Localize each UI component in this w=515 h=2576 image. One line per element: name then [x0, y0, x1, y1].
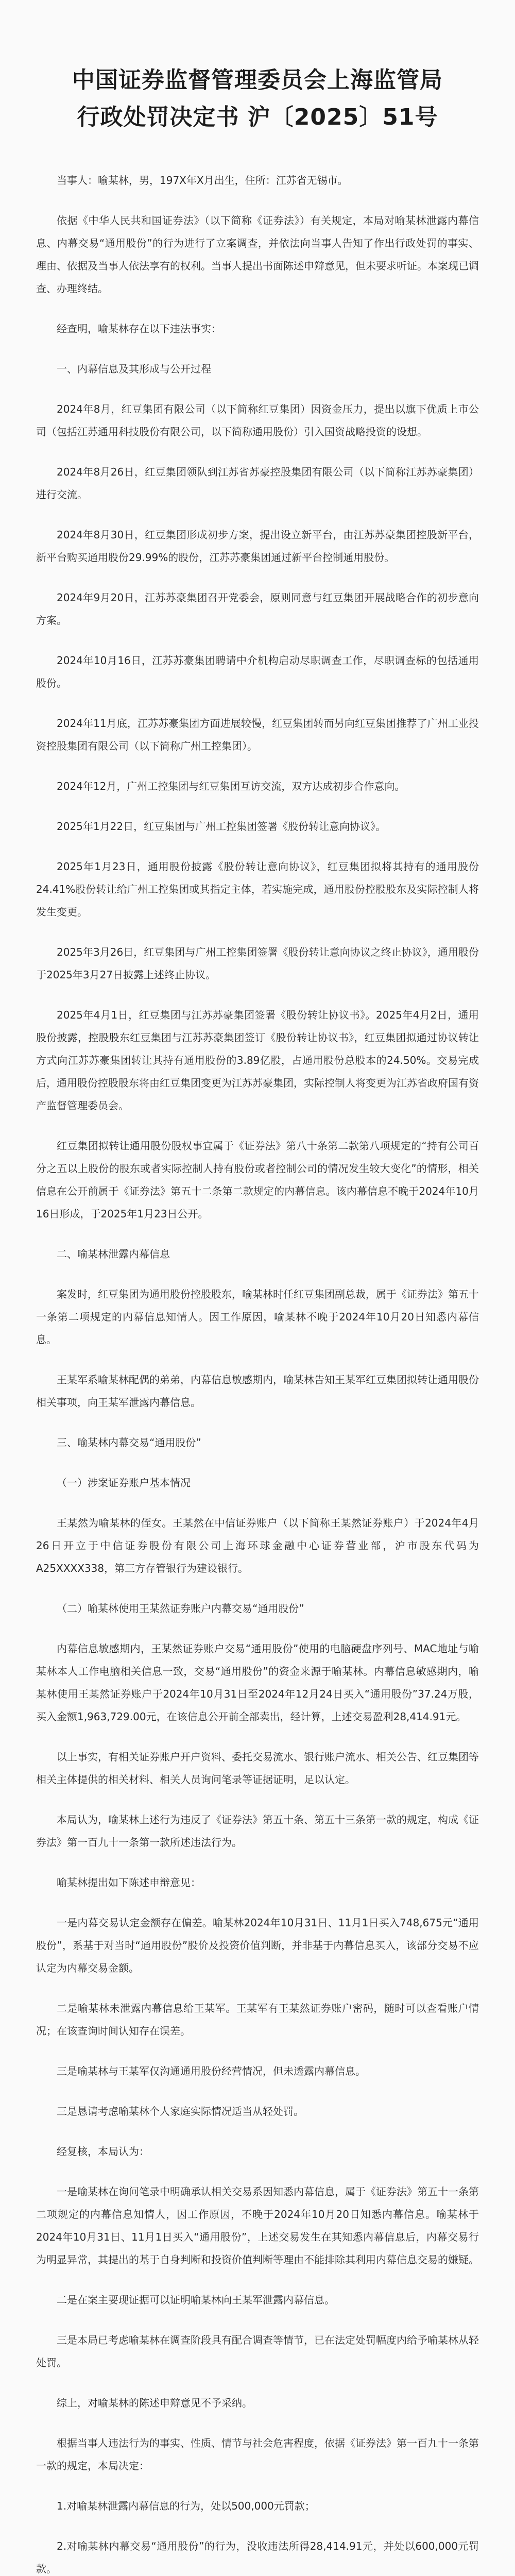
paragraph: 红豆集团拟转让通用股份股权事宜属于《证券法》第八十条第二款第八项规定的“持有公司百分之五以上股份的股东或者实际控制人持有股份或者控制公司的情况发生较大变化”的情形，相关信息在公开前属于《证券法》第五十二条第二款规定的内幕信息。该内幕信息不晚于2024年10月16日形成，于2025年1月23日公开。	[36, 1140, 479, 1220]
paragraph: 2024年10月16日，江苏苏豪集团聘请中介机构启动尽职调查工作，尽职调查标的包括通用股份。	[36, 654, 479, 689]
paragraph: 以上事实，有相关证券账户开户资料、委托交易流水、银行账户流水、相关公告、红豆集团等相关主体提供的相关材料、相关人员询问笔录等证据证明，足以认定。	[36, 1751, 479, 1786]
paragraph: 2025年4月1日，红豆集团与江苏苏豪集团签署《股份转让协议书》。2025年4月2日，通用股份披露，控股股东红豆集团与江苏苏豪集团签订《股份转让协议书》，红豆集团拟通过协议转让方式向江苏苏豪集团转让其持有通用股份的3.89亿股，占通用股份总股本的24.50%。交易完成后，通用股份控股股东将由红豆集团变更为江苏苏豪集团，实际控制人将变更为江苏省政府国有资产监督管理委员会。	[36, 1009, 479, 1112]
title-line-2: 行政处罚决定书 沪〔2025〕51号	[77, 104, 438, 130]
paragraph: 三是本局已考虑喻某林在调查阶段具有配合调查等情节，已在法定处罚幅度内给予喻某林从轻处罚。	[36, 2334, 479, 2369]
paragraph: 2025年1月22日，红豆集团与广州工控集团签署《股份转让意向协议》。	[57, 820, 386, 833]
section-heading: 一、内幕信息及其形成与公开过程	[57, 363, 211, 375]
paragraph: 2025年1月23日，通用股份披露《股份转让意向协议》，红豆集团拟将其持有的通用股份24.41%股份转让给广州工控集团或其指定主体，若实施完成，通用股份控股股东及实际控制人将发生变更。	[36, 860, 479, 918]
paragraph: 经查明，喻某林存在以下违法事实：	[57, 323, 221, 335]
paragraph: 二是喻某林未泄露内幕信息给王某军。王某军有王某然证券账户密码，随时可以查看账户情况；在该查询时间认知存在误差。	[36, 2002, 479, 2037]
paragraph: 1.对喻某林泄露内幕信息的行为，处以500,000元罚款；	[57, 2500, 315, 2512]
paragraph: 经复核，本局认为：	[57, 2145, 149, 2158]
paragraph: 2.对喻某林内幕交易“通用股份”的行为，没收违法所得28,414.91元，并处以600,000元罚款。	[36, 2540, 479, 2575]
paragraph: 三是喻某林与王某军仅沟通通用股份经营情况，但未透露内幕信息。	[57, 2065, 366, 2077]
paragraph: 2024年8月26日，红豆集团领队到江苏省苏豪控股集团有限公司（以下简称江苏苏豪集团）进行交流。	[36, 466, 479, 501]
paragraph: 案发时，红豆集团为通用股份控股股东，喻某林时任红豆集团副总裁，属于《证券法》第五十一条第二项规定的内幕信息知情人。因工作原因，喻某林不晚于2024年10月20日知悉内幕信息。	[36, 1288, 479, 1346]
subsection-heading: （二）喻某林使用王某然证券账户内幕交易“通用股份”	[57, 1602, 304, 1615]
paragraph: 一是喻某林在询问笔录中明确承认相关交易系因知悉内幕信息，属于《证券法》第五十一条第二项规定的内幕信息知情人，因工作原因，不晚于2024年10月20日知悉内幕信息。喻某林于2024年10月31日、11月1日买入“通用股份”，上述交易发生在其知悉内幕信息后，内幕交易行为明显异常，其提出的基于自身判断和投资价值判断等理由不能排除其利用内幕信息交易的嫌疑。	[36, 2185, 479, 2266]
paragraph: 三是恳请考虑喻某林个人家庭实际情况适当从轻处罚。	[57, 2105, 304, 2117]
paragraph: 2024年8月，红豆集团有限公司（以下简称红豆集团）因资金压力，提出以旗下优质上市公司（包括江苏通用科技股份有限公司，以下简称通用股份）引入国资战略投资的设想。	[36, 403, 479, 438]
paragraph: 2025年3月26日，红豆集团与广州工控集团签署《股份转让意向协议之终止协议》，通用股份于2025年3月27日披露上述终止协议。	[36, 946, 479, 981]
paragraph: 2024年9月20日，江苏苏豪集团召开党委会，原则同意与红豆集团开展战略合作的初步意向方案。	[36, 591, 479, 626]
section-heading: 三、喻某林内幕交易“通用股份”	[57, 1436, 201, 1449]
document-body	[36, 169, 479, 2576]
subsection-heading: （一）涉案证券账户基本情况	[57, 1477, 191, 1489]
paragraph: 依据《中华人民共和国证券法》（以下简称《证券法》）有关规定，本局对喻某林泄露内幕信息、内幕交易“通用股份”的行为进行了立案调查，并依法向当事人告知了作出行政处罚的事实、理由、依据及当事人依法享有的权利。当事人提出书面陈述申辩意见，但未要求听证。本案现已调查、办理终结。	[36, 214, 479, 295]
paragraph: 本局认为，喻某林上述行为违反了《证券法》第五十条、第五十三条第一款的规定，构成《证券法》第一百九十一条第一款所述违法行为。	[36, 1814, 479, 1849]
paragraph: 二是在案主要现证据可以证明喻某林向王某军泄露内幕信息。	[57, 2294, 335, 2306]
paragraph: 2024年8月30日，红豆集团形成初步方案，提出设立新平台，由江苏苏豪集团控股新平台，新平台购买通用股份29.99%的股份，江苏苏豪集团通过新平台控制通用股份。	[36, 529, 479, 564]
title-line-1: 中国证券监督管理委员会上海监管局	[72, 67, 443, 93]
paragraph: 综上，对喻某林的陈述申辩意见不予采纳。	[57, 2397, 252, 2409]
paragraph: 王某然为喻某林的侄女。王某然在中信证券账户（以下简称王某然证券账户）于2024年4月26日开立于中信证券股份有限公司上海环球金融中心证券营业部，沪市股东代码为A25XXXX338，第三方存管银行为建设银行。	[36, 1517, 479, 1574]
paragraph: 喻某林提出如下陈述申辩意见：	[57, 1876, 201, 1889]
paragraph: 王某军系喻某林配偶的弟弟，内幕信息敏感期内，喻某林告知王某军红豆集团拟转让通用股份相关事项，向王某军泄露内幕信息。	[36, 1374, 479, 1409]
paragraph: 2024年12月，广州工控集团与红豆集团互访交流，双方达成初步合作意向。	[57, 780, 405, 792]
section-heading: 二、喻某林泄露内幕信息	[57, 1248, 170, 1260]
paragraph: 2024年11月底，江苏苏豪集团方面进展较慢，红豆集团转而另向红豆集团推荐了广州工业投资控股集团有限公司（以下简称广州工控集团）。	[36, 717, 479, 752]
paragraph: 当事人：喻某林，男，197X年X月出生，住所：江苏省无锡市。	[57, 174, 348, 187]
paragraph: 根据当事人违法行为的事实、性质、情节与社会危害程度，依据《证券法》第一百九十一条第一款的规定，本局决定：	[36, 2437, 479, 2472]
document-title	[36, 62, 479, 136]
paragraph: 内幕信息敏感期内，王某然证券账户交易“通用股份”使用的电脑硬盘序列号、MAC地址与喻某林本人工作电脑相关信息一致，交易“通用股份”的资金来源于喻某林。内幕信息敏感期内，喻某林使用王某然证券账户于2024年10月31日至2024年12月24日买入“通用股份”37.24万股，买入金额1,963,729.00元，在该信息公开前全部卖出，经计算，上述交易盈利28,414.91元。	[36, 1642, 479, 1723]
paragraph: 一是内幕交易认定金额存在偏差。喻某林2024年10月31日、11月1日买入748,675元“通用股份”，系基于对当时“通用股份”股价及投资价值判断，并非基于内幕信息买入，该部分交易不应认定为内幕交易金额。	[36, 1917, 479, 1974]
